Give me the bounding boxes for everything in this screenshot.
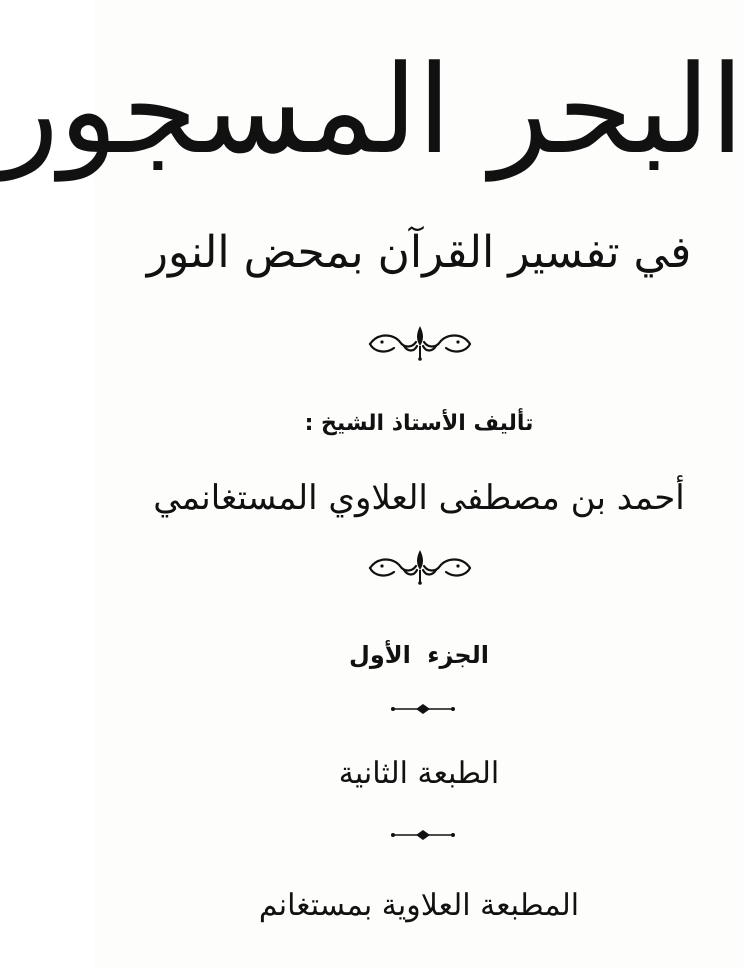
fleuron-ornament-top <box>364 322 476 362</box>
publisher-label: المطبعة العلاوية بمستغانم <box>258 888 580 923</box>
volume-label: الجزء الأول <box>349 641 489 669</box>
edition-label: الطبعة الثانية <box>338 756 500 791</box>
line-dash-ornament-lower <box>390 829 456 841</box>
book-title: البحر المسجور <box>0 39 744 181</box>
book-subtitle: في تفسير القرآن بمحض النور <box>146 227 692 278</box>
line-dash-ornament-upper <box>390 703 456 715</box>
fleuron-ornament-middle <box>364 546 476 586</box>
author-label: تأليف الأستاذ الشيخ : <box>304 411 534 436</box>
author-name: أحمد بن مصطفى العلاوي المستغانمي <box>153 478 685 518</box>
